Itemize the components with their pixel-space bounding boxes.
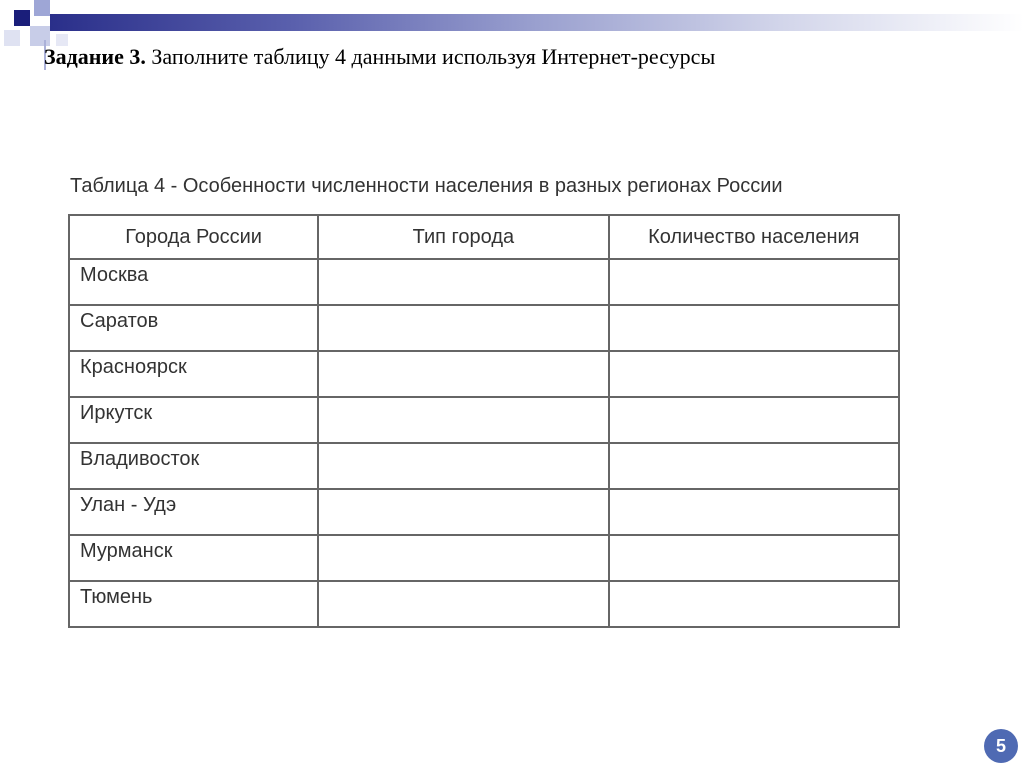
population-cell[interactable] — [609, 259, 899, 305]
task-label: Задание 3. — [44, 44, 146, 69]
header-gradient-bar — [50, 14, 1024, 31]
decor-square — [30, 26, 50, 46]
population-cell[interactable] — [609, 443, 899, 489]
table-row — [69, 351, 899, 397]
decor-square — [4, 30, 20, 46]
city-type-cell[interactable] — [318, 259, 608, 305]
page-number-badge: 5 — [984, 729, 1018, 763]
table-caption: Таблица 4 - Особенности численности населения в разных регионах России — [70, 175, 783, 197]
table-row — [69, 489, 899, 535]
city-cell: Улан - Удэ — [69, 489, 318, 535]
table-row — [69, 305, 899, 351]
city-cell: Тюмень — [69, 581, 318, 627]
table-header-row — [69, 215, 899, 259]
population-cell[interactable] — [609, 581, 899, 627]
population-cell[interactable] — [609, 397, 899, 443]
city-cell: Саратов — [69, 305, 318, 351]
task-heading — [44, 44, 715, 70]
table-row — [69, 443, 899, 489]
population-cell[interactable] — [609, 489, 899, 535]
city-type-cell[interactable] — [318, 489, 608, 535]
task-text: Заполните таблицу 4 данными используя Интернет-ресурсы — [145, 44, 716, 69]
city-cell: Иркутск — [69, 397, 318, 443]
city-cell: Москва — [69, 259, 318, 305]
city-cell: Красноярск — [69, 351, 318, 397]
population-cell[interactable] — [609, 535, 899, 581]
city-type-cell[interactable] — [318, 581, 608, 627]
table-row — [69, 259, 899, 305]
header-city-type: Тип города — [318, 215, 608, 259]
table-row — [69, 535, 899, 581]
city-type-cell[interactable] — [318, 305, 608, 351]
table-row — [69, 581, 899, 627]
population-cell[interactable] — [609, 305, 899, 351]
decor-square — [14, 10, 30, 26]
population-cell[interactable] — [609, 351, 899, 397]
header-population: Количество населения — [609, 215, 899, 259]
table-row — [69, 397, 899, 443]
decor-square — [34, 0, 50, 16]
city-cell: Мурманск — [69, 535, 318, 581]
city-type-cell[interactable] — [318, 535, 608, 581]
city-type-cell[interactable] — [318, 443, 608, 489]
city-type-cell[interactable] — [318, 397, 608, 443]
header-cities: Города России — [69, 215, 318, 259]
city-type-cell[interactable] — [318, 351, 608, 397]
population-table — [68, 214, 900, 628]
city-cell: Владивосток — [69, 443, 318, 489]
